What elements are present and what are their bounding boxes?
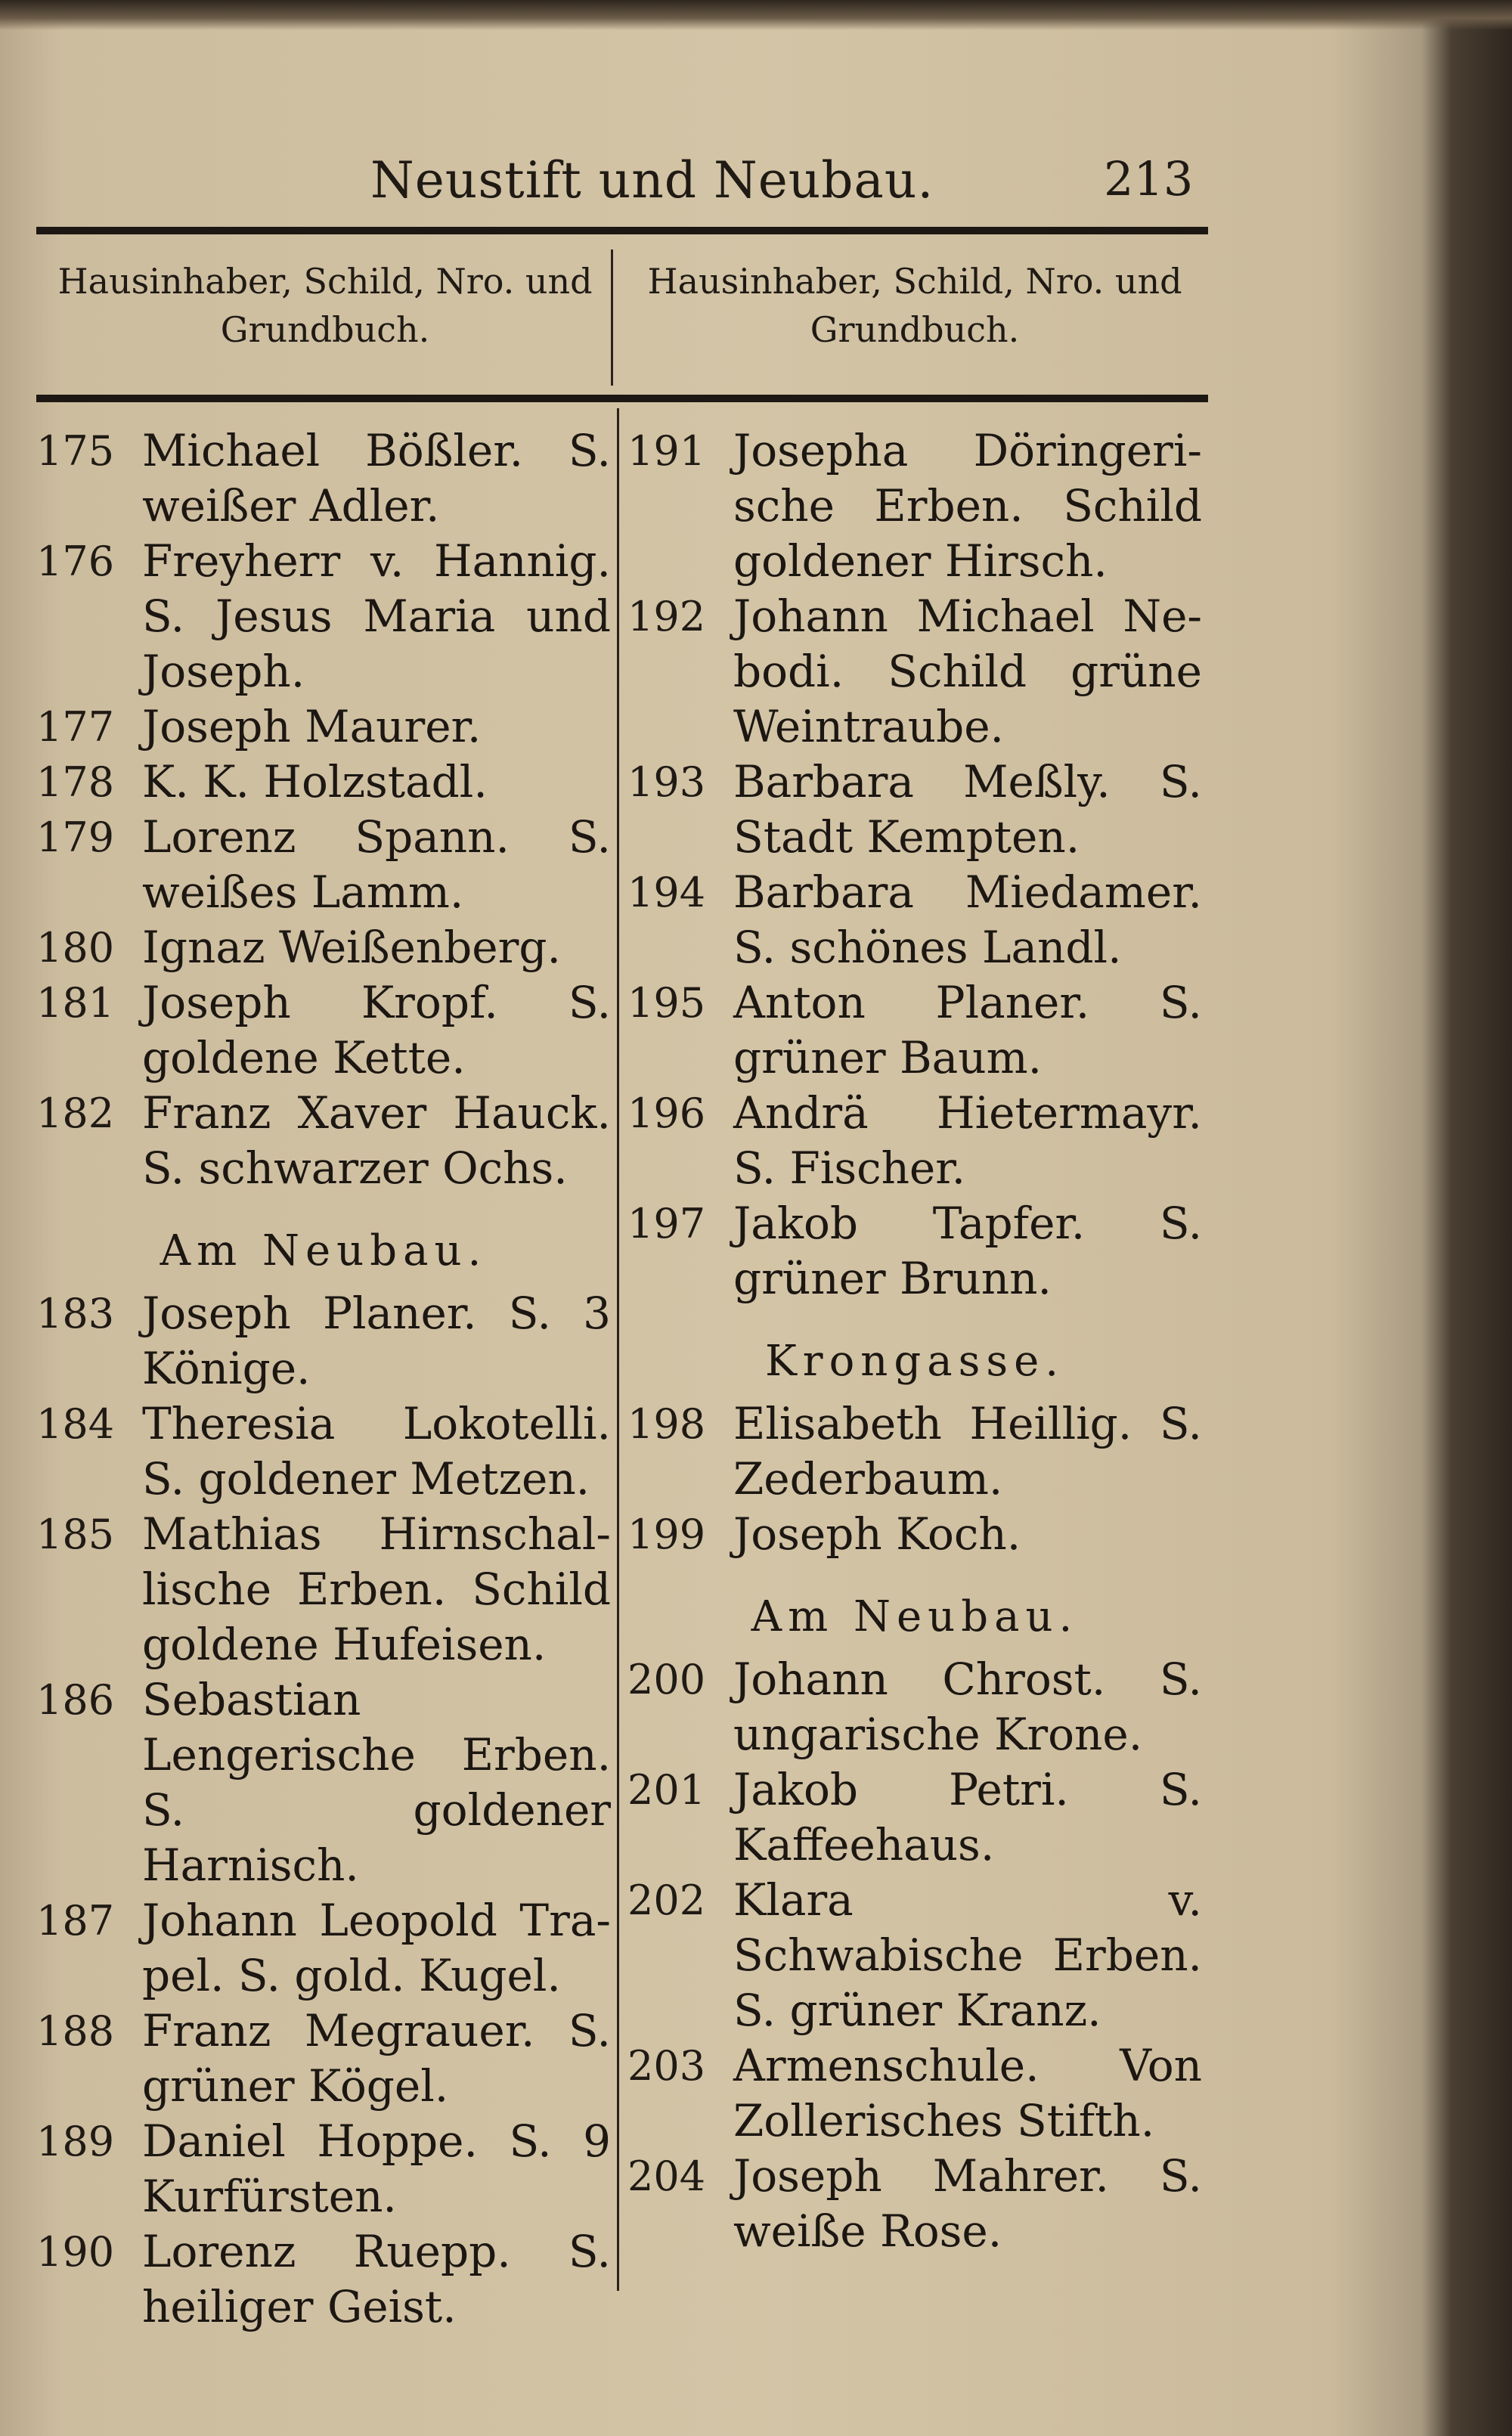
house-number: 184 <box>36 1400 115 1448</box>
section-heading: Am Neubau. <box>751 1592 1079 1641</box>
house-number: 190 <box>36 2228 115 2276</box>
house-number: 202 <box>627 1877 706 1924</box>
page-number: 213 <box>1104 151 1194 206</box>
house-owner-sign: Michael Bößler. S. weißer Adler. <box>142 425 611 532</box>
house-number: 203 <box>627 2042 706 2090</box>
house-entry <box>36 1893 611 2004</box>
column-header-left: Hausinhaber, Schild, Nro. und Grundbuch. <box>57 261 593 350</box>
house-entry <box>36 2114 611 2224</box>
house-entry <box>627 1507 1202 1562</box>
house-owner-sign: Theresia Lokotelli. S. goldener Metzen. <box>142 1398 611 1505</box>
house-number: 175 <box>36 427 115 475</box>
house-entry <box>36 810 611 920</box>
house-entry <box>36 975 611 1086</box>
body-column-divider <box>617 408 619 2291</box>
house-number: 179 <box>36 814 115 861</box>
house-entry <box>627 755 1202 865</box>
house-number: 197 <box>627 1200 706 1247</box>
house-entry <box>627 589 1202 755</box>
house-owner-sign: Joseph Koch. <box>733 1508 1021 1560</box>
house-entry <box>36 2224 611 2335</box>
house-entry <box>627 975 1202 1086</box>
book-page <box>15 30 1436 2436</box>
house-entry <box>627 865 1202 975</box>
house-owner-sign: Anton Planer. S. grüner Baum. <box>733 977 1202 1083</box>
header-rule-bottom <box>36 395 1208 402</box>
house-owner-sign: Johann Michael Ne- bodi. Schild grüne Weintraube. <box>733 590 1202 752</box>
section-heading: Krongasse. <box>764 1337 1065 1386</box>
house-number: 177 <box>36 703 115 751</box>
house-entry <box>627 1086 1202 1196</box>
house-number: 196 <box>627 1089 706 1137</box>
house-number: 193 <box>627 758 706 806</box>
left-column <box>36 423 611 2335</box>
house-owner-sign: Lorenz Ruepp. S. heiliger Geist. <box>142 2226 611 2332</box>
house-entry <box>36 2004 611 2114</box>
house-entry <box>627 1873 1202 2038</box>
house-owner-sign: Johann Leopold Tra- pel. S. gold. Kugel. <box>142 1895 611 2001</box>
house-number: 201 <box>627 1766 706 1814</box>
column-header-right: Hausinhaber, Schild, Nro. und Grundbuch. <box>647 261 1182 350</box>
house-entry <box>36 755 611 810</box>
top-edge-shadow <box>0 0 1512 30</box>
house-entry <box>627 423 1202 589</box>
house-owner-sign: Elisabeth Heillig. S. Zederbaum. <box>733 1398 1202 1505</box>
house-number: 192 <box>627 593 706 640</box>
house-entry <box>627 2038 1202 2149</box>
house-number: 199 <box>627 1511 706 1558</box>
house-entry <box>36 1672 611 1893</box>
house-owner-sign: Joseph Maurer. <box>142 701 482 752</box>
house-owner-sign: Johann Chrost. S. ungarische Krone. <box>733 1653 1202 1760</box>
house-owner-sign: Ignaz Weißenberg. <box>142 922 561 973</box>
house-owner-sign: Joseph Kropf. S. goldene Kette. <box>142 977 611 1083</box>
house-number: 200 <box>627 1656 706 1703</box>
page-title: Neustift und Neubau. <box>370 151 934 209</box>
house-entry <box>627 1762 1202 1873</box>
house-entry <box>36 1396 611 1507</box>
house-owner-sign: Jakob Tapfer. S. grüner Brunn. <box>733 1198 1202 1304</box>
house-number: 186 <box>36 1676 115 1724</box>
house-owner-sign: Franz Xaver Hauck. S. schwarzer Ochs. <box>142 1087 611 1194</box>
house-owner-sign: Mathias Hirnschal- lische Erben. Schild goldene Hufeisen. <box>142 1508 611 1670</box>
house-owner-sign: Daniel Hoppe. S. 9 Kurfürsten. <box>142 2115 611 2222</box>
house-entry <box>627 1652 1202 1762</box>
house-owner-sign: Barbara Meßly. S. Stadt Kempten. <box>733 756 1202 863</box>
house-number: 178 <box>36 758 115 806</box>
house-entry <box>36 1286 611 1396</box>
house-entry <box>36 699 611 755</box>
header-column-divider <box>611 249 613 386</box>
house-number: 183 <box>36 1290 115 1337</box>
house-owner-sign: Freyherr v. Hannig. S. Jesus Maria und Joseph. <box>142 535 611 697</box>
house-number: 181 <box>36 979 115 1027</box>
house-entry <box>36 423 611 534</box>
house-number: 188 <box>36 2007 115 2055</box>
house-number: 204 <box>627 2152 706 2200</box>
right-column <box>627 423 1202 2259</box>
header-rule-top <box>36 227 1208 234</box>
house-number: 187 <box>36 1897 115 1945</box>
house-owner-sign: Joseph Mahrer. S. weiße Rose. <box>733 2150 1202 2257</box>
house-owner-sign: Jakob Petri. S. Kaffeehaus. <box>733 1764 1202 1870</box>
house-number: 195 <box>627 979 706 1027</box>
house-entry <box>36 1507 611 1672</box>
house-owner-sign: Josepha Döringeri- sche Erben. Schild goldener Hirsch. <box>733 425 1202 587</box>
house-entry <box>36 920 611 975</box>
house-entry <box>36 1086 611 1196</box>
house-owner-sign: Armenschule. Von Zollerisches Stifth. <box>733 2040 1202 2146</box>
house-owner-sign: Barbara Miedamer. S. schönes Landl. <box>733 866 1202 973</box>
house-number: 185 <box>36 1511 115 1558</box>
house-entry <box>36 534 611 699</box>
house-owner-sign: Franz Megrauer. S. grüner Kögel. <box>142 2005 611 2112</box>
running-header <box>15 144 1210 227</box>
house-number: 176 <box>36 538 115 585</box>
house-owner-sign: K. K. Holzstadl. <box>142 756 488 807</box>
house-number: 182 <box>36 1089 115 1137</box>
house-entry <box>627 1196 1202 1306</box>
house-owner-sign: Lorenz Spann. S. weißes Lamm. <box>142 811 611 918</box>
house-owner-sign: Sebastian Lengerische Erben. S. goldener Harnisch. <box>142 1674 611 1891</box>
house-number: 189 <box>36 2118 115 2165</box>
house-number: 180 <box>36 924 115 972</box>
house-number: 191 <box>627 427 706 475</box>
section-heading: Am Neubau. <box>160 1226 488 1275</box>
house-number: 194 <box>627 869 706 916</box>
house-owner-sign: Klara v. Schwabische Erben. S. grüner Kranz. <box>733 1874 1202 2036</box>
house-entry <box>627 1396 1202 1507</box>
house-number: 198 <box>627 1400 706 1448</box>
house-entry <box>627 2149 1202 2259</box>
house-owner-sign: Andrä Hietermayr. S. Fischer. <box>733 1087 1202 1194</box>
house-owner-sign: Joseph Planer. S. 3 Könige. <box>142 1288 611 1394</box>
